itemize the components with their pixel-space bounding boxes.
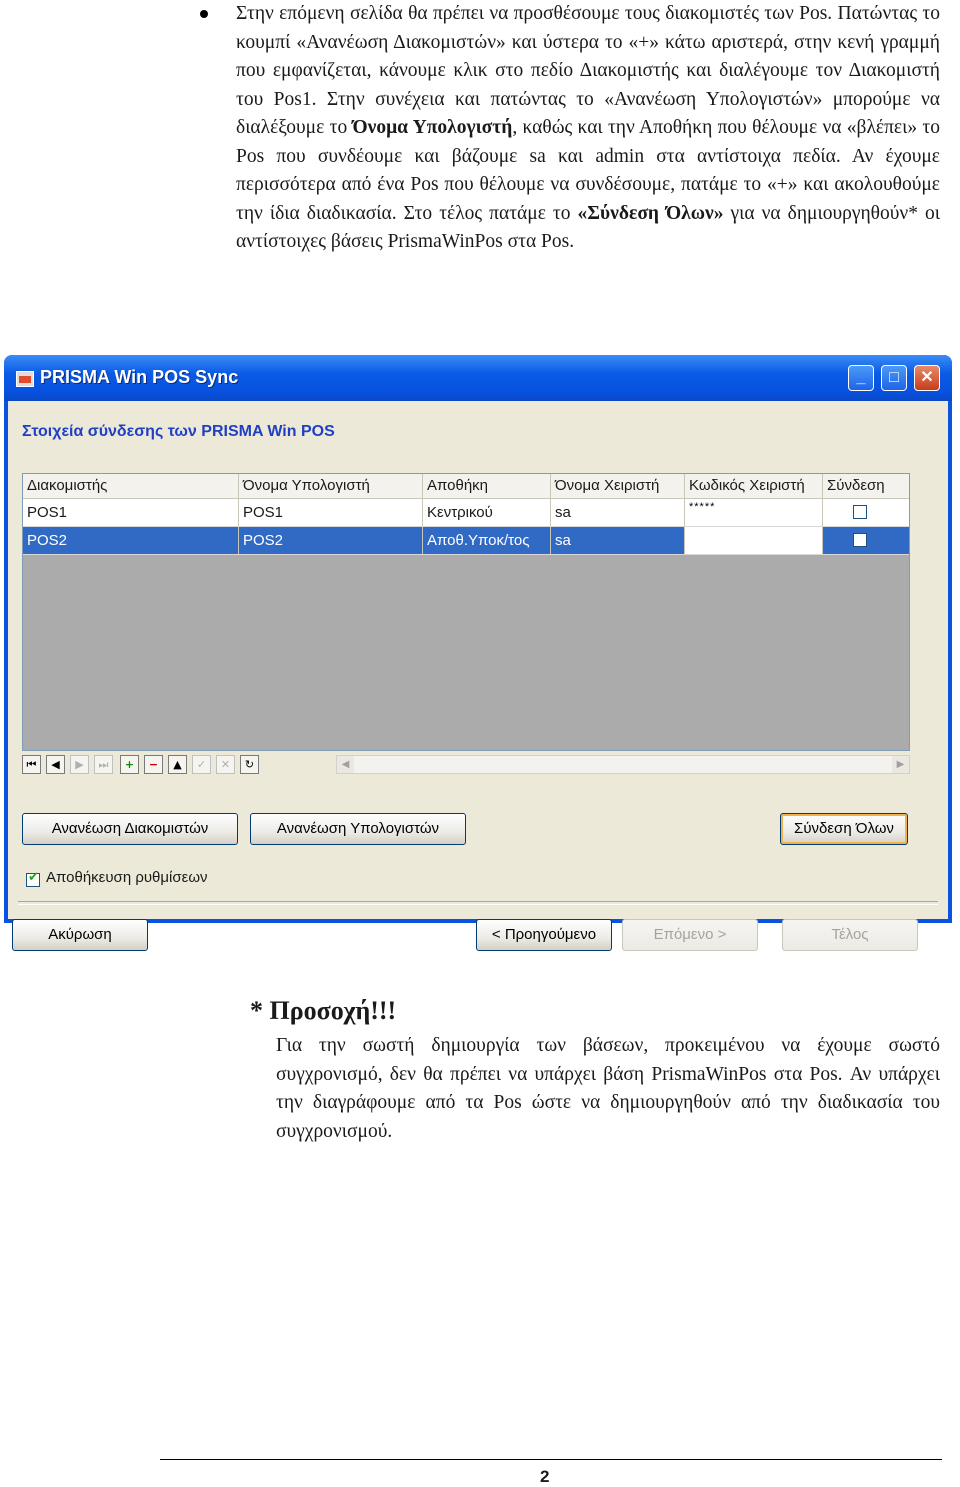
- notice-body: Για την σωστή δημιουργία των βάσεων, προκειμένου να έχουμε σωστό συγχρονισμό, δεν θα πρέπει να υπάρχει βάση PrismaWinPos στα Pos. Αν υπάρχει την διαγράφουμε από τα Pos ώστε να δημιουργηθούν από την διαδικασία του συγχρονισμού.: [276, 1035, 940, 1142]
- refresh-records-icon[interactable]: ↻: [240, 755, 259, 774]
- previous-button[interactable]: < Προηγούμενο: [476, 919, 612, 951]
- app-icon: [16, 371, 34, 387]
- cell-connect: [823, 527, 909, 554]
- cell-user[interactable]: sa: [551, 527, 685, 554]
- instruction-seg1: Πατώντας το κουμπί «Ανανέωση Διακομιστών» και ύστερα το «+» κάτω αριστερά, στην κενή γραμμή που εμφανίζεται, κάνουμε κλικ στο πεδίο Διακομιστής και διαλέγουμε τον Διακομιστή του Pos1. Στην συνέχεια και πατώντας το «Ανανέωση Υπολογιστών» μπορούμε να διαλέξουμε το: [236, 3, 940, 138]
- window-title: PRISMA Win POS Sync: [40, 367, 239, 387]
- cancel-button[interactable]: Ακύρωση: [12, 919, 148, 951]
- save-settings-checkbox[interactable]: [26, 870, 40, 887]
- footer-line: [160, 1459, 942, 1460]
- cell-server[interactable]: POS2: [23, 527, 239, 554]
- column-header-user[interactable]: Όνομα Χειριστή: [551, 474, 685, 498]
- last-record-icon[interactable]: ⏭: [94, 755, 113, 774]
- prev-record-icon[interactable]: ◀: [46, 755, 65, 774]
- connect-checkbox[interactable]: [853, 505, 867, 519]
- check-icon: ✔: [28, 870, 39, 885]
- finish-button[interactable]: Τέλος: [782, 919, 918, 951]
- scroll-right-icon[interactable]: ▶: [892, 756, 909, 773]
- connections-grid[interactable]: [22, 473, 910, 751]
- connect-checkbox[interactable]: [853, 533, 867, 547]
- page-number: 2: [540, 1467, 550, 1486]
- instruction-line1: Στην επόμενη σελίδα θα πρέπει να προσθέσουμε τους διακομιστές των Pos.: [236, 3, 833, 24]
- grid-header: [23, 474, 909, 499]
- maximize-button[interactable]: □: [881, 365, 907, 391]
- notice-heading: * Προσοχή!!!: [250, 996, 397, 1025]
- minimize-button[interactable]: _: [848, 365, 874, 391]
- connect-all-button[interactable]: Σύνδεση Όλων: [780, 813, 908, 845]
- title-bar[interactable]: [4, 355, 952, 401]
- prisma-window: [4, 355, 952, 943]
- column-header-computer[interactable]: Όνομα Υπολογιστή: [239, 474, 423, 498]
- post-record-icon[interactable]: ✓: [192, 755, 211, 774]
- next-record-icon[interactable]: ▶: [70, 755, 89, 774]
- cell-server[interactable]: POS1: [23, 499, 239, 526]
- table-row[interactable]: [23, 499, 909, 527]
- cell-store[interactable]: Αποθ.Υποκ/τος: [423, 527, 551, 554]
- window-client: [8, 401, 948, 943]
- close-button[interactable]: ✕: [914, 365, 940, 391]
- grid-navigator: [22, 753, 910, 775]
- table-row-selected[interactable]: [23, 527, 909, 555]
- cell-user[interactable]: sa: [551, 499, 685, 526]
- refresh-computers-button[interactable]: Ανανέωση Υπολογιστών: [250, 813, 466, 845]
- cell-connect: [823, 499, 909, 526]
- cancel-record-icon[interactable]: ✕: [216, 755, 235, 774]
- cell-store[interactable]: Κεντρικού: [423, 499, 551, 526]
- divider: [18, 901, 938, 905]
- section-title: Στοιχεία σύνδεσης των PRISMA Win POS: [22, 423, 335, 440]
- horizontal-scrollbar[interactable]: [336, 755, 910, 774]
- edit-record-icon[interactable]: ▲: [168, 755, 187, 774]
- next-button[interactable]: Επόμενο >: [622, 919, 758, 951]
- delete-record-icon[interactable]: −: [144, 755, 163, 774]
- instruction-paragraph: [236, 0, 940, 257]
- add-record-icon[interactable]: +: [120, 755, 139, 774]
- first-record-icon[interactable]: ⏮: [22, 755, 41, 774]
- instruction-seg2: , καθώς και την Αποθήκη που θέλουμε να «βλέπει» το Pos που συνδέουμε και βάζουμε sa και admin στα αντίστοιχα πεδία. Αν έχουμε περισσότερα από ένα Pos που θέλουμε να συνδέσουμε, πατάμε το «+» και ακολουθούμε την ίδια διαδικασία. Στο τέλος πατάμε το: [236, 117, 940, 224]
- bullet-icon: [200, 10, 208, 18]
- instruction-bold2: «Σύνδεση Όλων»: [577, 202, 724, 224]
- column-header-connect[interactable]: Σύνδεση: [827, 477, 885, 494]
- scroll-left-icon[interactable]: ◀: [337, 756, 354, 773]
- cell-computer[interactable]: POS2: [239, 527, 423, 554]
- save-settings-label: Αποθήκευση ρυθμίσεων: [46, 869, 208, 886]
- refresh-servers-button[interactable]: Ανανέωση Διακομιστών: [22, 813, 238, 845]
- column-header-store[interactable]: Αποθήκη: [423, 474, 551, 498]
- instruction-bold1: Όνομα Υπολογιστή: [352, 117, 513, 138]
- instruction-seg3: για να δημιουργηθούν* οι αντίστοιχες βάσεις PrismaWinPos στα Pos.: [236, 202, 940, 252]
- cell-password[interactable]: *****: [685, 527, 823, 554]
- column-header-password[interactable]: Κωδικός Χειριστή: [685, 474, 823, 498]
- cell-password[interactable]: *****: [685, 499, 823, 526]
- column-header-server[interactable]: Διακομιστής: [23, 474, 239, 498]
- notice-block: [250, 996, 940, 1142]
- cell-computer[interactable]: POS1: [239, 499, 423, 526]
